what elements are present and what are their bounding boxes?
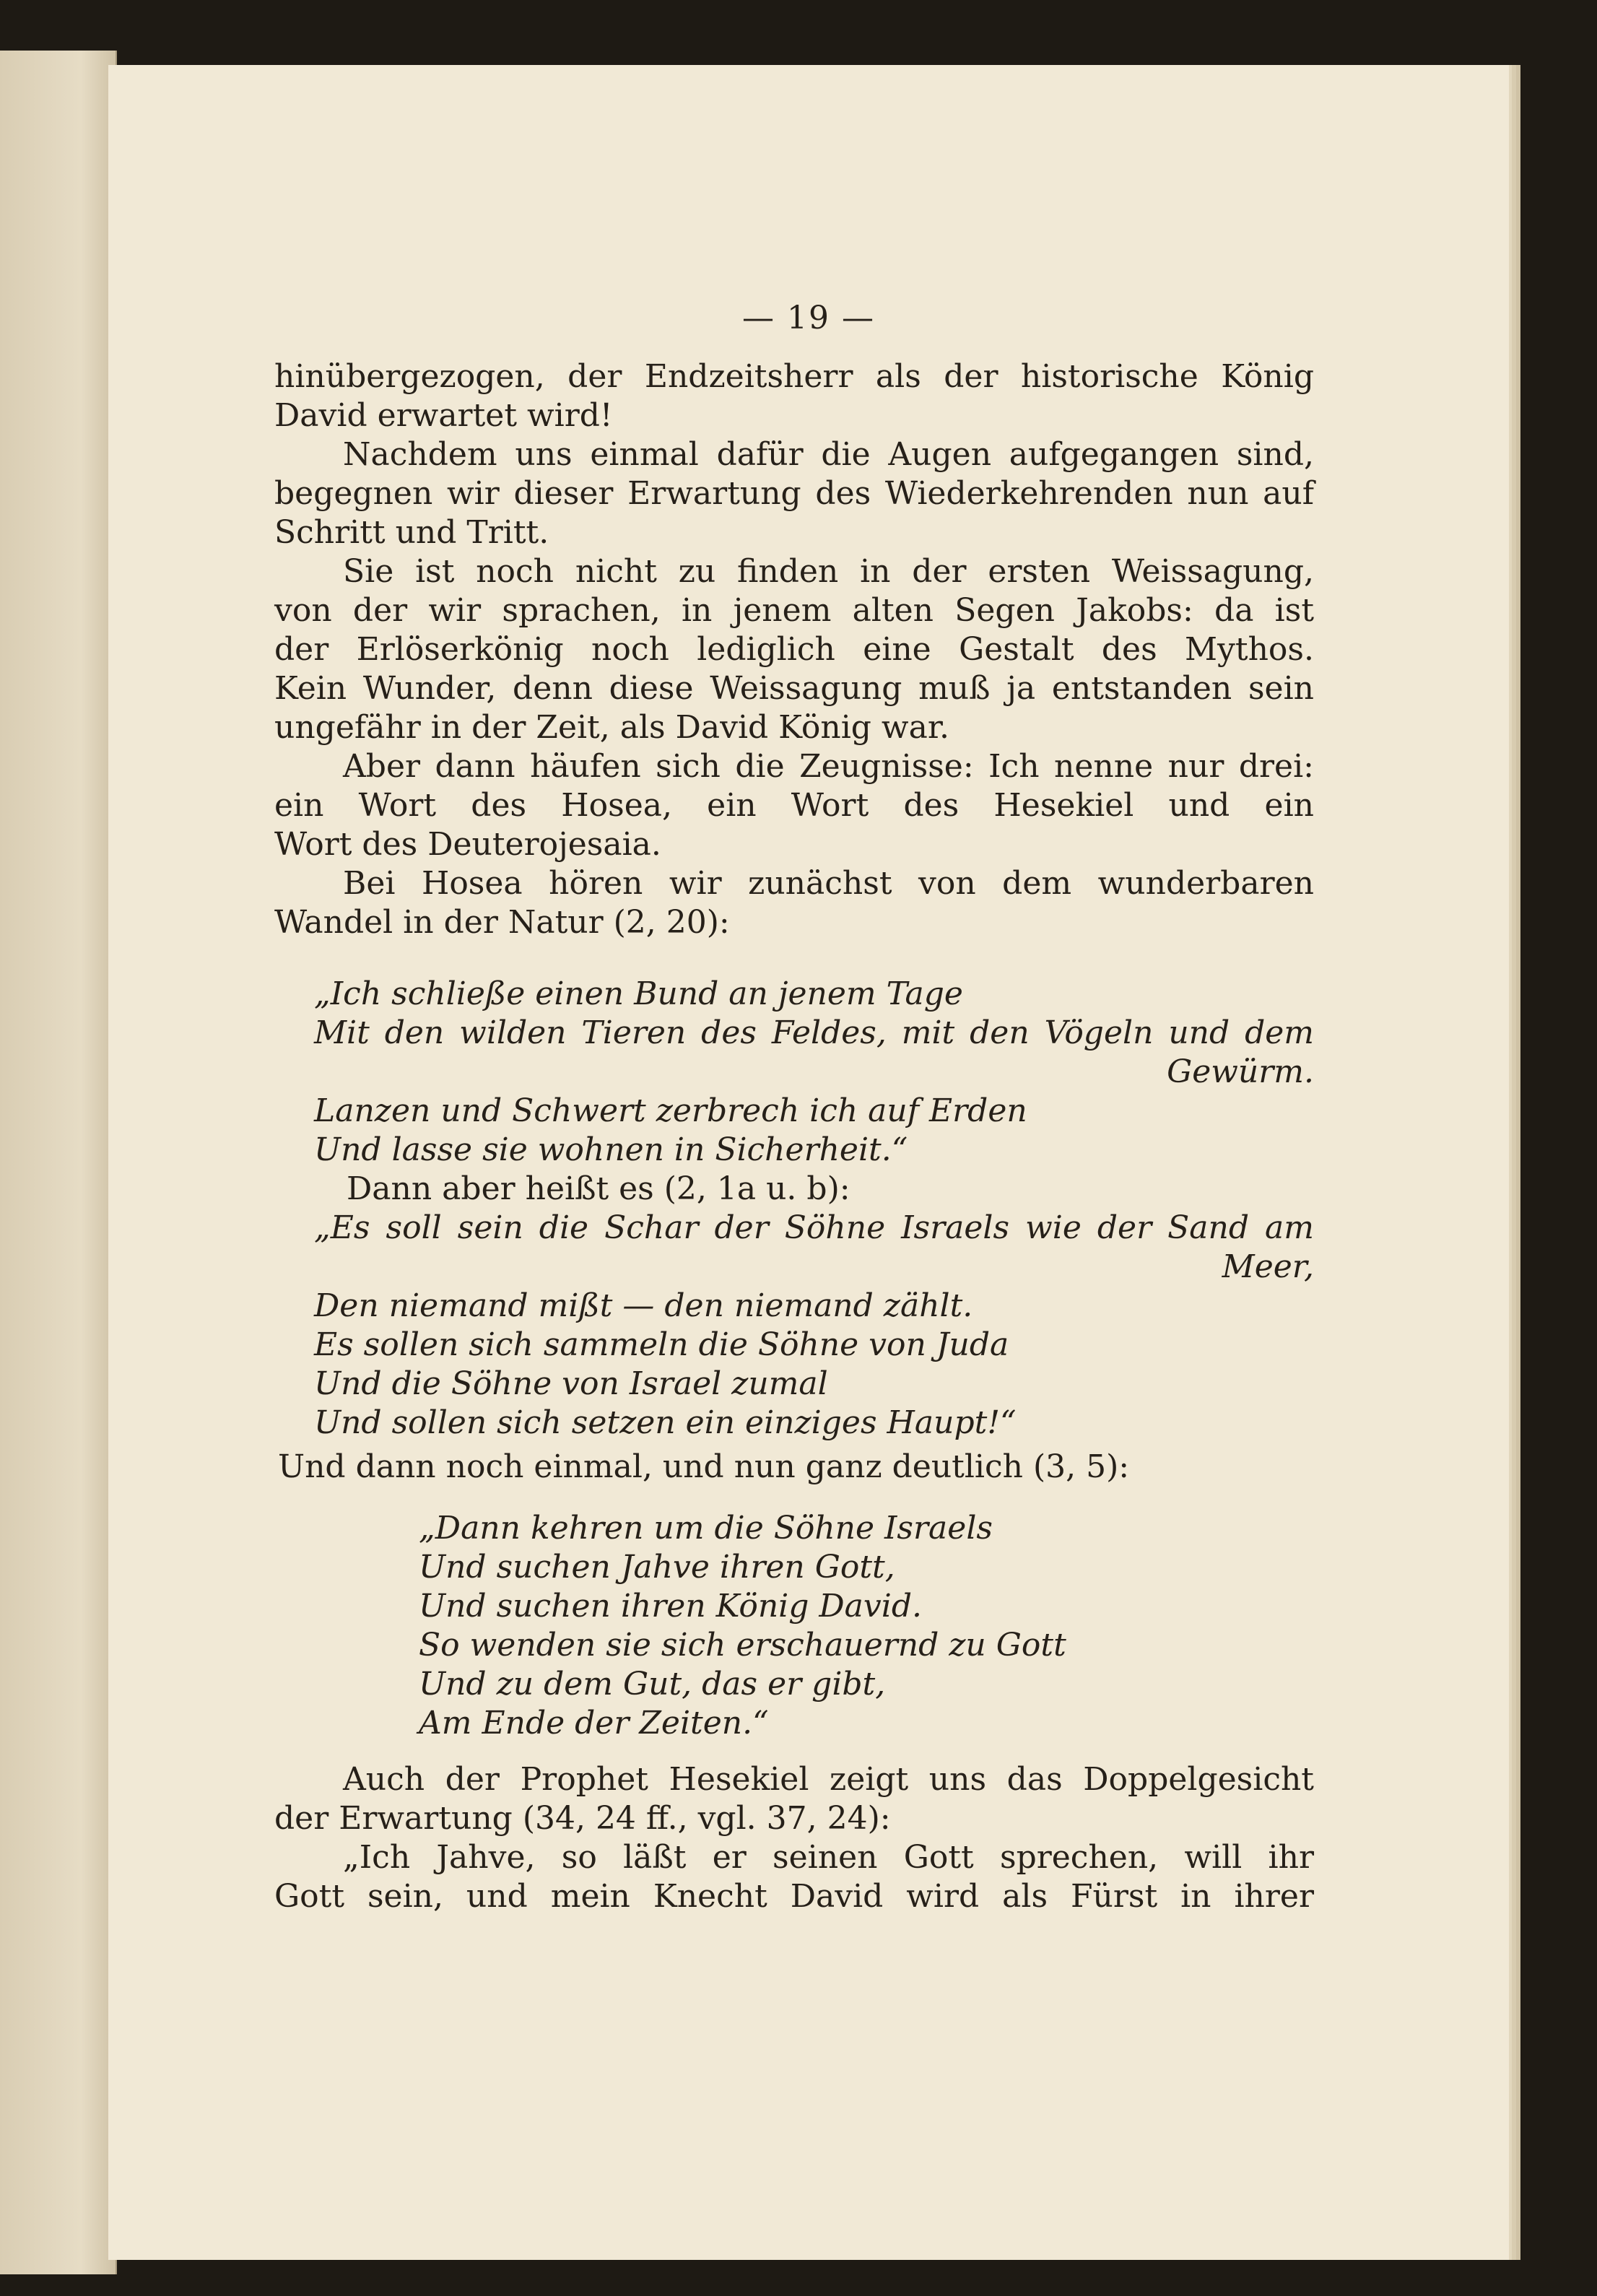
verse-line: „Dann kehren um die Söhne Israels bbox=[419, 1510, 993, 1547]
verse-line: Mit den wilden Tieren des Feldes, mit den Vögeln und dem bbox=[314, 1014, 1314, 1051]
verse-line: Und suchen ihren König David. bbox=[419, 1588, 922, 1625]
verse-line: So wenden sie sich erschauernd zu Gott bbox=[419, 1627, 1066, 1664]
text-line: der Erlöserkönig noch lediglich eine Gestalt des Mythos. bbox=[274, 631, 1314, 668]
text-line: hinübergezogen, der Endzeitsherr als der historische König bbox=[274, 358, 1314, 395]
verse-line: Gewürm. bbox=[1167, 1053, 1314, 1090]
verse-block-hosea-3 bbox=[419, 1509, 1213, 1743]
text-line: Nachdem uns einmal dafür die Augen aufgegangen sind, bbox=[343, 436, 1314, 473]
verse-line: Meer, bbox=[1222, 1248, 1314, 1285]
text-line: der Erwartung (34, 24 ff., vgl. 37, 24): bbox=[274, 1800, 891, 1837]
verse-line: Und sollen sich setzen ein einziges Haupt!“ bbox=[314, 1404, 1017, 1441]
verse-line: Und die Söhne von Israel zumal bbox=[314, 1365, 828, 1402]
verse-line: Am Ende der Zeiten.“ bbox=[419, 1705, 769, 1741]
text-line: Bei Hosea hören wir zunächst von dem wunderbaren bbox=[343, 865, 1314, 902]
text-line: Gott sein, und mein Knecht David wird als Fürst in ihrer bbox=[274, 1878, 1314, 1915]
verse-line: Lanzen und Schwert zerbrech ich auf Erden bbox=[314, 1092, 1027, 1129]
page-number: — 19 — bbox=[742, 300, 875, 336]
verse-line: „Ich schließe einen Bund an jenem Tage bbox=[314, 975, 963, 1012]
verse-line: Und zu dem Gut, das er gibt, bbox=[419, 1666, 886, 1703]
text-line: Schritt und Tritt. bbox=[274, 514, 549, 551]
text-line: begegnen wir dieser Erwartung des Wiederkehrenden nun auf bbox=[274, 475, 1314, 512]
text-line: Aber dann häufen sich die Zeugnisse: Ich nenne nur drei: bbox=[343, 748, 1314, 785]
text-line: Dann aber heißt es (2, 1a u. b): bbox=[347, 1170, 850, 1207]
text-line: Sie ist noch nicht zu finden in der ersten Weissagung, bbox=[343, 553, 1314, 590]
book-page bbox=[108, 65, 1509, 2260]
verse-block-hosea-1 bbox=[314, 975, 1314, 1170]
verse-line: Und suchen Jahve ihren Gott, bbox=[419, 1549, 895, 1586]
text-line: Wandel in der Natur (2, 20): bbox=[274, 904, 730, 941]
body-text bbox=[347, 1170, 1314, 1209]
text-line: von der wir sprachen, in jenem alten Segen Jakobs: da ist bbox=[274, 592, 1314, 629]
verse-line: Es sollen sich sammeln die Söhne von Juda bbox=[314, 1326, 1009, 1363]
verse-block-hosea-2 bbox=[314, 1209, 1314, 1443]
body-text bbox=[274, 357, 1314, 942]
text-line: ein Wort des Hosea, ein Wort des Hesekiel und ein bbox=[274, 787, 1314, 824]
verse-line: „Es soll sein die Schar der Söhne Israels wie der Sand am bbox=[314, 1209, 1314, 1246]
verse-line: Den niemand mißt — den niemand zählt. bbox=[314, 1287, 973, 1324]
text-line: „Ich Jahve, so läßt er seinen Gott sprechen, will ihr bbox=[343, 1839, 1314, 1876]
text-line: Wort des Deuterojesaia. bbox=[274, 826, 661, 863]
text-line: Kein Wunder, denn diese Weissagung muß ja entstanden sein bbox=[274, 670, 1314, 707]
text-line: Auch der Prophet Hesekiel zeigt uns das Doppelgesicht bbox=[343, 1761, 1314, 1798]
text-line: Und dann noch einmal, und nun ganz deutlich (3, 5): bbox=[278, 1448, 1130, 1485]
verse-line: Und lasse sie wohnen in Sicherheit.“ bbox=[314, 1131, 908, 1168]
text-line: David erwartet wird! bbox=[274, 397, 613, 434]
text-line: ungefähr in der Zeit, als David König war. bbox=[274, 709, 949, 746]
previous-page-edge bbox=[0, 51, 117, 2274]
body-text bbox=[278, 1448, 1217, 1487]
body-text bbox=[274, 1760, 1314, 1916]
